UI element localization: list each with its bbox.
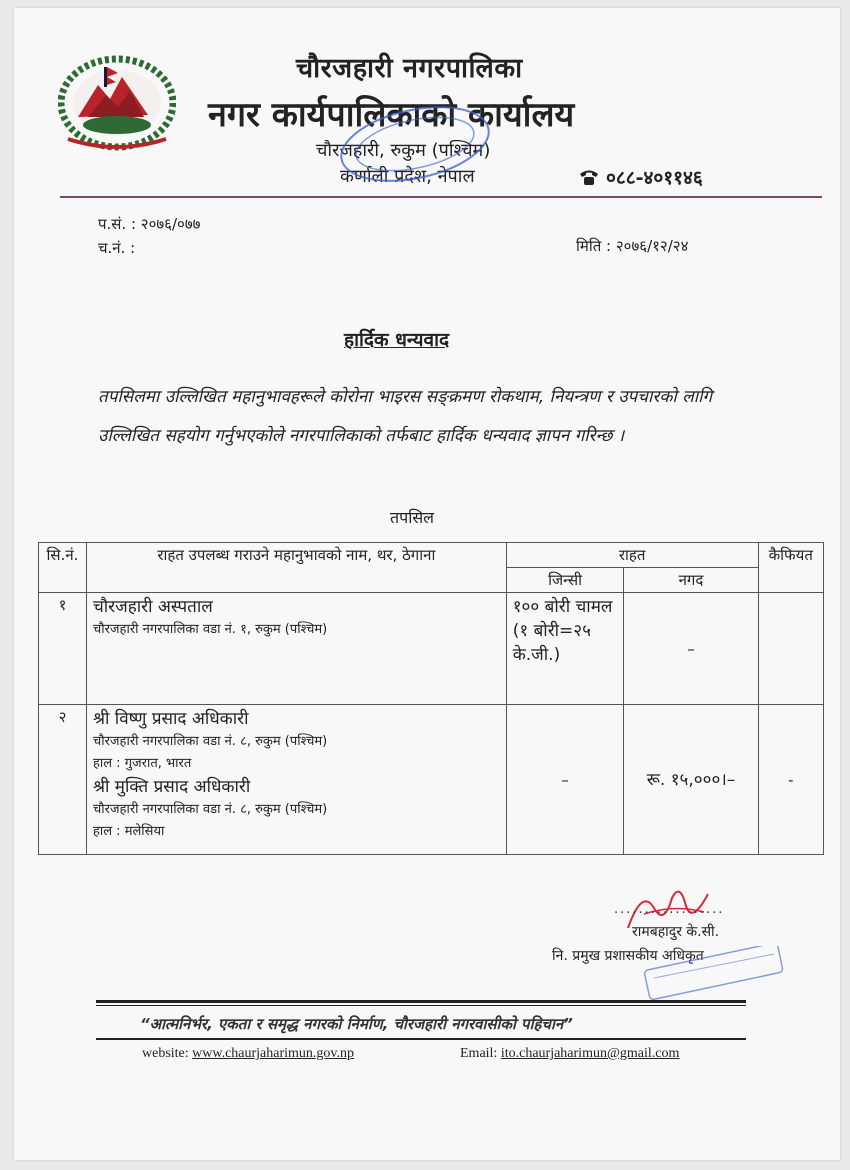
donor-name: श्री मुक्ति प्रसाद अधिकारी [92,777,251,797]
header-divider [60,196,822,198]
row-cash: – [624,593,758,705]
donor-name: चौरजहारी अस्पताल [92,597,213,617]
row-sn: १ [39,593,87,705]
row-donor [86,705,506,855]
signatory-name: रामबहादुर के.सी. [632,924,720,940]
header-cash: नगद [624,568,758,593]
row-in-kind: १०० बोरी चामल (१ बोरी=२५ के.जी.) [506,593,624,705]
signature-dots: .................. [614,902,725,917]
dispatch-number: च.नं. : [98,239,136,257]
signatory-stamp [640,946,790,1000]
schedule-label: तपसिल [390,508,435,527]
relief-table [38,542,824,855]
footer-rule [96,1000,746,1003]
donor-current-address: हाल : मलेसिया [92,824,165,839]
row-cash: रू. १५,०००।– [624,705,758,855]
footer-rule [96,1005,746,1006]
website-label: website: [142,1046,189,1061]
row-sn: २ [39,705,87,855]
donor-name: श्री विष्णु प्रसाद अधिकारी [92,709,249,729]
row-in-kind: – [506,705,624,855]
donor-address: चौरजहारी नगरपालिका वडा नं. १, रुकुम (पश्चिम) [92,622,328,637]
donor-address: चौरजहारी नगरपालिका वडा नं. ८, रुकुम (पश्चिम) [92,802,328,817]
letter-body: तपसिलमा उल्लिखित महानुभावहरूले कोरोना भाइरस सङ्क्रमण रोकथाम, नियन्त्रण र उपचारको लागि उल्लिखित सहयोग गर्नुभएकोले नगरपालिकाको तर्फबाट हार्दिक धन्यवाद ज्ञापन गरिन्छ । [98,387,713,446]
website-link[interactable]: www.chaurjaharimun.gov.np [192,1046,355,1061]
row-remarks: - [758,705,823,855]
government-emblem-logo [58,55,176,151]
signatory-title: नि. प्रमुख प्रशासकीय अधिकृत [552,948,704,964]
province-line: कर्णाली प्रदेश, नेपाल [340,166,475,187]
footer-email [460,1046,679,1062]
email-label: Email: [460,1046,498,1061]
table-row [39,705,824,855]
table-header-row [39,543,824,568]
header-sn: सि.नं. [39,543,87,593]
row-remarks [758,593,823,705]
table-row [39,593,824,705]
office-name: नगर कार्यपालिकाको कार्यालय [208,95,575,135]
telephone-icon [578,168,600,186]
row-donor [86,593,506,705]
municipality-name: चौरजहारी नगरपालिका [296,53,523,84]
letter-date: मिति : २०७६/१२/२४ [576,237,689,255]
phone-number [578,164,703,190]
header-remarks: कैफियत [758,543,823,593]
donor-current-address: हाल : गुजरात, भारत [92,756,192,771]
letter-subject: हार्दिक धन्यवाद [344,329,450,351]
footer-rule [96,1038,746,1040]
footer-slogan: “आत्मनिर्भर, एकता र समृद्ध नगरको निर्माण, चौरजहारी नगरवासीको पहिचान” [140,1015,573,1033]
header-name: राहत उपलब्ध गराउने महानुभावको नाम, थर, ठेगाना [86,543,506,593]
office-location: चौरजहारी, रुकुम (पश्चिम) [316,140,491,161]
donor-address: चौरजहारी नगरपालिका वडा नं. ८, रुकुम (पश्चिम) [92,734,328,749]
reference-number: प.सं. : २०७६/०७७ [98,215,201,233]
footer-website [142,1046,354,1062]
office-stamp [330,104,500,184]
email-link[interactable]: ito.chaurjaharimun@gmail.com [500,1046,680,1061]
header-relief: राहत [506,543,758,568]
phone-number-text: ०८८-४०११४६ [606,167,703,189]
header-in-kind: जिन्सी [506,568,624,593]
